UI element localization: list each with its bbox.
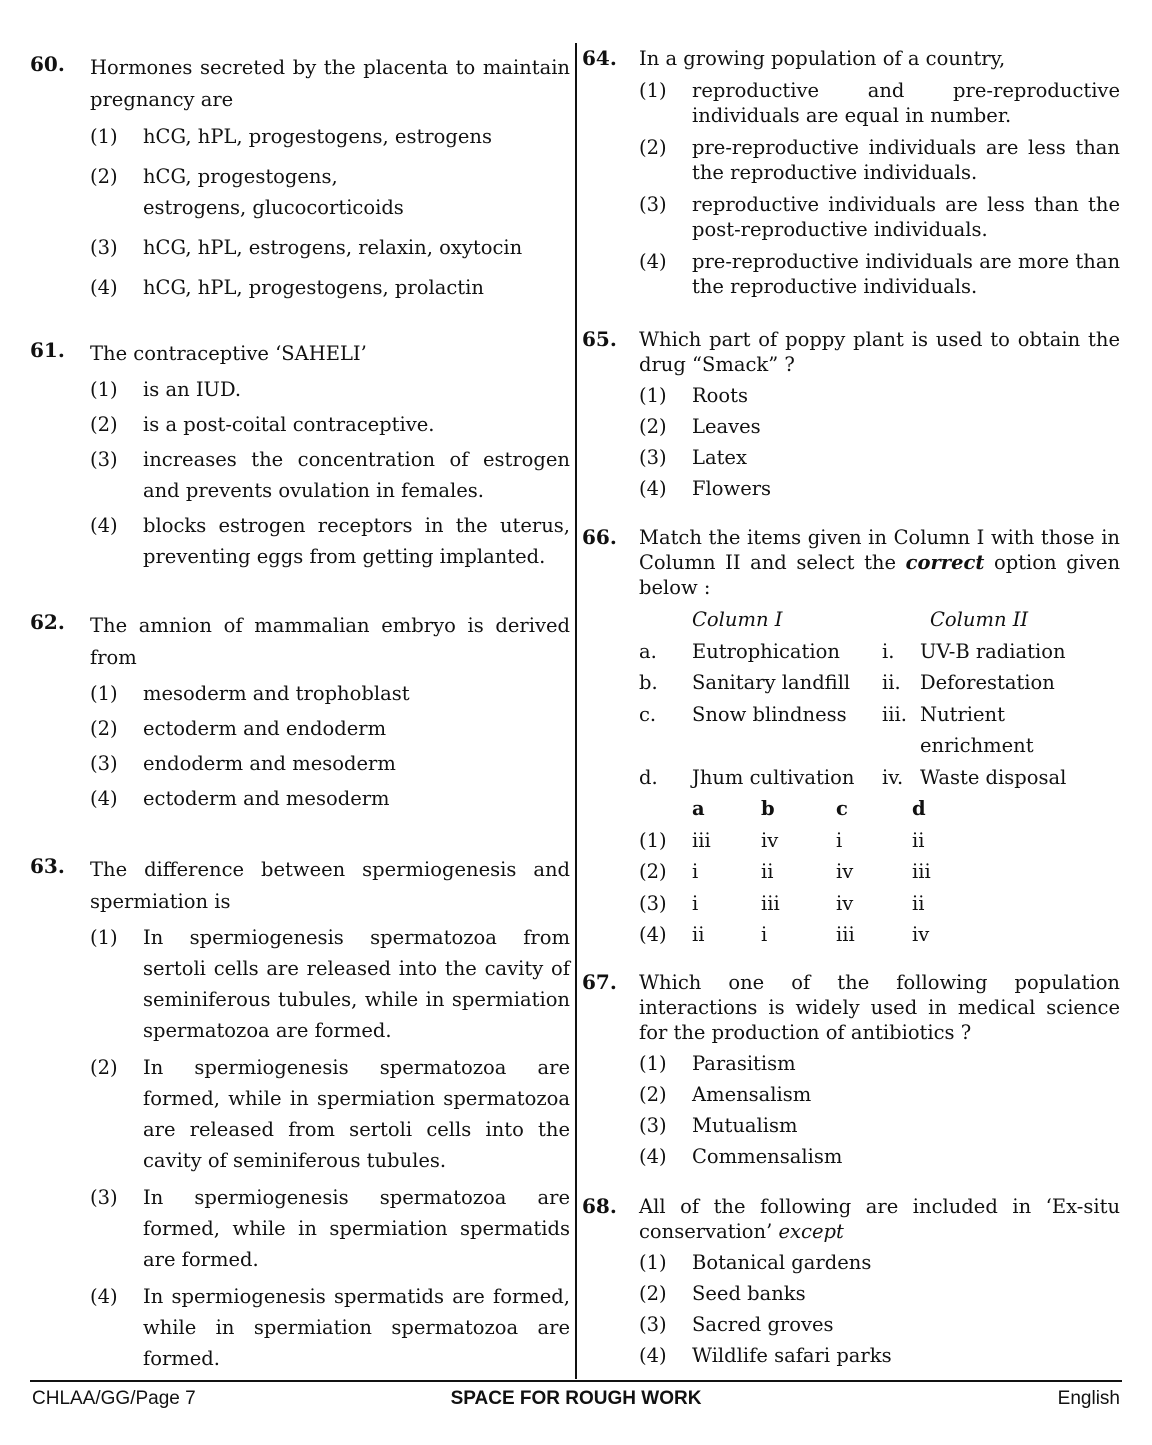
option-4[interactable] [90,783,570,814]
option-2[interactable] [639,1082,1120,1107]
question-number: 67. [582,970,617,994]
option-text: mesoderm and trophoblast [143,682,410,705]
option-3[interactable] [639,445,1120,470]
option-text: In spermiogenesis spermatozoa from sertoli cells are released into the cavity of seminiferous tubules, while in spermiation spermatozoa are formed. [143,926,570,1042]
option-number: (2) [639,1282,667,1305]
option-text: Mutualism [692,1114,798,1137]
option-number: (4) [90,787,118,810]
option-text: Botanical gardens [692,1251,872,1274]
option-text: Commensalism [692,1145,843,1168]
option-number: (2) [639,415,667,438]
option-text: In spermiogenesis spermatozoa are formed, while in spermiation spermatids are formed. [143,1186,570,1271]
question-61 [30,338,570,572]
option-2[interactable] [90,713,570,744]
option-text: ectoderm and mesoderm [143,787,390,810]
option-text: is an IUD. [143,378,242,401]
option-number: (1) [90,926,118,949]
match-row: a. Eutrophication i. UV-B radiation [639,639,1066,663]
question-number: 63. [30,854,65,878]
option-2[interactable]: (2) i ii iv iii [639,860,931,883]
option-number: (3) [90,236,118,259]
option-text: reproductive and pre-reproductive individuals are equal in number. [692,79,1120,127]
option-number: (3) [90,448,118,471]
option-number: (4) [90,514,118,537]
question-64 [582,46,1120,299]
question-67 [582,970,1120,1169]
question-62 [30,610,570,814]
option-3[interactable]: (3) i iii iv ii [639,891,925,915]
option-text: Flowers [692,477,772,500]
option-1[interactable] [639,383,1120,408]
option-text: Parasitism [692,1052,796,1075]
option-text: hCG, hPL, progestogens, prolactin [143,276,484,299]
option-text: reproductive individuals are less than the post-reproductive individuals. [692,193,1120,241]
option-number: (2) [90,717,118,740]
option-4[interactable] [639,1144,1120,1169]
question-number: 66. [582,525,617,549]
option-text: hCG, hPL, progestogens, estrogens [143,125,492,148]
option-2[interactable] [639,135,1120,185]
option-number: (1) [639,79,667,102]
answer-grid [639,793,1120,951]
option-number: (1) [90,378,118,401]
option-text: Seed banks [692,1282,806,1305]
option-2[interactable] [90,409,570,440]
option-1[interactable] [90,374,570,405]
option-text: pre-reproductive individuals are less than the reproductive individuals. [692,136,1120,184]
option-text: Roots [692,384,749,407]
option-number: (4) [639,250,667,273]
question-text: Which part of poppy plant is used to obtain the drug “Smack” ? [639,328,1120,376]
option-1[interactable] [90,922,570,1046]
option-text: endoderm and mesoderm [143,752,396,775]
option-number: (3) [639,1114,667,1137]
option-3[interactable] [639,1312,1120,1337]
option-3[interactable] [90,232,570,263]
option-number: (1) [639,1052,667,1075]
option-text: increases the concentration of estrogen and prevents ovulation in females. [143,448,570,502]
option-number: (4) [90,276,118,299]
option-number: (2) [639,136,667,159]
option-text: Leaves [692,415,761,438]
language-label: English [1057,1388,1120,1409]
option-number: (4) [639,1145,667,1168]
option-text: Amensalism [692,1083,812,1106]
option-1[interactable] [639,1250,1120,1275]
match-row: b. Sanitary landfill ii. Deforestation [639,671,1055,694]
match-row: d. Jhum cultivation iv. Waste disposal [639,765,1067,789]
option-text: pre-reproductive individuals are more than the reproductive individuals. [692,250,1120,298]
option-text: is a post-coital contraceptive. [143,413,435,436]
option-text: hCG, hPL, estrogens, relaxin, oxytocin [143,236,523,259]
column-i-header: Column I [692,608,783,631]
option-2[interactable] [90,161,570,223]
option-3[interactable] [90,1182,570,1275]
question-65 [582,327,1120,501]
option-text: Wildlife safari parks [692,1344,892,1367]
question-number: 61. [30,338,65,362]
question-68 [582,1194,1120,1368]
option-text: In spermiogenesis spermatozoa are formed, while in spermiation spermatozoa are released from sertoli cells into the cavity of seminiferous tubules. [143,1056,570,1172]
option-number: (3) [90,752,118,775]
option-3[interactable] [639,192,1120,242]
question-number: 60. [30,52,65,76]
match-table [639,604,1120,793]
option-text: In spermiogenesis spermatids are formed, while in spermiation spermatozoa are formed. [143,1285,570,1370]
question-text: All of the following are included in ‘Ex-situ conservation’ except [639,1195,1120,1243]
page-code: CHLAA/GG/Page 7 [32,1388,196,1409]
option-number: (4) [90,1285,118,1308]
option-4[interactable] [639,1343,1120,1368]
option-number: (3) [639,193,667,216]
option-number: (4) [639,477,667,500]
option-1[interactable] [639,1051,1120,1076]
footer-rule [30,1380,1122,1382]
option-text: Latex [692,446,747,469]
option-4[interactable] [90,272,570,303]
option-number: (1) [639,384,667,407]
question-text: The amnion of mammalian embryo is derived from [90,614,570,669]
option-text: ectoderm and endoderm [143,717,387,740]
option-2[interactable] [639,414,1120,439]
option-number: (1) [90,682,118,705]
option-3[interactable] [90,748,570,779]
option-text: Sacred groves [692,1313,834,1336]
question-text: Which one of the following population interactions is widely used in medical science for the production of antibiotics ? [639,971,1120,1044]
emphasis-except: except [778,1220,844,1243]
question-60 [30,52,570,303]
question-text: The difference between spermiogenesis and spermiation is [90,858,570,913]
option-4[interactable] [90,1281,570,1374]
option-3[interactable] [639,1113,1120,1138]
option-1[interactable]: (1) iii iv i ii [639,828,925,852]
option-4[interactable] [639,476,1120,501]
option-number: (1) [90,125,118,148]
question-text: In a growing population of a country, [639,47,1006,70]
question-number: 65. [582,327,617,351]
match-row: c. Snow blindness iii. Nutrient enrichment [639,702,1034,757]
option-number: (4) [639,1344,667,1367]
option-4[interactable] [639,249,1120,299]
option-2[interactable] [639,1281,1120,1306]
question-text: The contraceptive ‘SAHELI’ [90,342,367,365]
emphasis-correct: correct [905,551,985,574]
option-3[interactable] [90,444,570,506]
question-number: 64. [582,46,617,70]
option-1[interactable] [90,678,570,709]
question-text: Hormones secreted by the placenta to maintain pregnancy are [90,56,570,111]
option-number: (3) [90,1186,118,1209]
column-divider [575,43,577,1379]
option-number: (2) [639,1083,667,1106]
option-number: (1) [639,1251,667,1274]
option-number: (3) [639,1313,667,1336]
question-number: 68. [582,1194,617,1218]
answer-header-row: a b c d [692,797,926,820]
option-number: (2) [90,1056,118,1079]
option-2[interactable] [90,1052,570,1176]
option-4[interactable]: (4) ii i iii iv [639,923,930,946]
option-number: (2) [90,413,118,436]
option-1[interactable] [639,78,1120,128]
question-66 [582,525,1120,951]
option-number: (3) [639,446,667,469]
question-63 [30,854,570,1374]
question-text: Match the items given in Column I with those in Column II and select the correct option given below : [639,526,1121,599]
option-text: blocks estrogen receptors in the uterus, preventing eggs from getting implanted. [143,514,570,568]
option-number: (2) [90,165,118,188]
question-number: 62. [30,610,65,634]
option-1[interactable] [90,121,570,152]
option-4[interactable] [90,510,570,572]
column-ii-header: Column II [930,608,1029,631]
rough-work-label: SPACE FOR ROUGH WORK [450,1388,702,1409]
option-text: hCG, progestogens, estrogens, glucocorticoids [143,165,404,219]
